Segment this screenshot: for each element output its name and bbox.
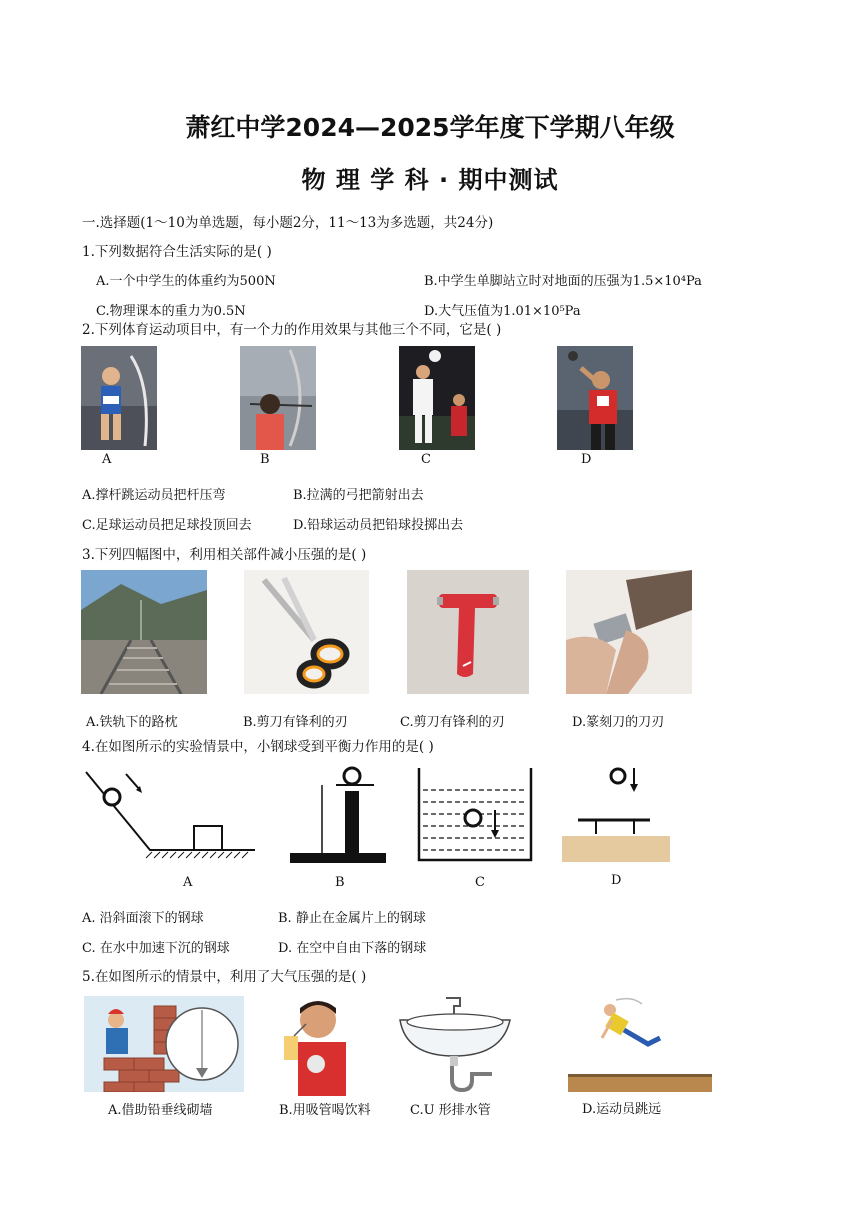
q5-caption-d: D.运动员跳远 bbox=[582, 1102, 662, 1117]
incline-ball-diagram bbox=[80, 768, 260, 864]
q3-caption-b: B.剪刀有锋利的刃 bbox=[243, 715, 348, 730]
long-jump-illustration bbox=[568, 994, 712, 1096]
q2-label-c: C bbox=[421, 452, 431, 467]
q1-option-c: C.物理课本的重力为0.5N bbox=[96, 304, 246, 319]
q2-option-b: B.拉满的弓把箭射出去 bbox=[293, 488, 424, 503]
railway-track-photo bbox=[81, 570, 207, 694]
q4-option-c: C. 在水中加速下沉的钢球 bbox=[82, 941, 230, 956]
q3-stem: 3.下列四幅图中，利用相关部件减小压强的是( ) bbox=[82, 547, 367, 563]
water-tank-ball-diagram bbox=[415, 766, 535, 864]
q3-caption-c: C.剪刀有锋利的刃 bbox=[400, 715, 505, 730]
q2-option-c: C.足球运动员把足球投顶回去 bbox=[82, 518, 252, 533]
u-shaped-drain-illustration bbox=[396, 994, 514, 1096]
scissors-photo bbox=[244, 570, 369, 694]
q1-stem: 1.下列数据符合生活实际的是( ) bbox=[82, 244, 272, 260]
q3-caption-a: A.铁轨下的路枕 bbox=[86, 715, 178, 730]
q3-caption-d: D.篆刻刀的刀刃 bbox=[572, 715, 665, 730]
q2-label-d: D bbox=[581, 452, 592, 467]
exam-title: 萧红中学2024—2025学年度下学期八年级 bbox=[185, 113, 675, 142]
q5-caption-b: B.用吸管喝饮料 bbox=[279, 1103, 371, 1118]
q2-stem: 2.下列体育运动项目中，有一个力的作用效果与其他三个不同，它是( ) bbox=[82, 322, 502, 338]
pole-vault-photo bbox=[81, 346, 157, 450]
free-fall-ball-diagram bbox=[562, 764, 674, 864]
carving-knife-photo bbox=[566, 570, 692, 694]
q1-option-b: B.中学生单脚站立时对地面的压强为1.5×10⁴Pa bbox=[424, 274, 702, 289]
q5-caption-a: A.借助铅垂线砌墙 bbox=[108, 1103, 213, 1118]
q4-option-b: B. 静止在金属片上的钢球 bbox=[278, 911, 426, 926]
archery-photo bbox=[240, 346, 316, 450]
q1-option-d: D.大气压值为1.01×10⁵Pa bbox=[424, 304, 581, 319]
plumb-line-wall-illustration bbox=[84, 996, 244, 1092]
safety-hammer-photo bbox=[407, 570, 529, 694]
q5-stem: 5.在如图所示的情景中，利用了大气压强的是( ) bbox=[82, 969, 367, 985]
q4-label-d: D bbox=[611, 873, 622, 888]
q2-option-a: A.撑杆跳运动员把杆压弯 bbox=[82, 488, 226, 503]
exam-subtitle: 物 理 学 科 · 期中测试 bbox=[301, 166, 559, 194]
soccer-header-photo bbox=[399, 346, 475, 450]
q4-option-d: D. 在空中自由下落的钢球 bbox=[278, 941, 427, 956]
q2-option-d: D.铅球运动员把铅球投掷出去 bbox=[293, 518, 464, 533]
q4-label-c: C bbox=[475, 875, 485, 890]
drinking-straw-illustration bbox=[276, 996, 356, 1096]
metal-plate-ball-diagram bbox=[288, 765, 388, 865]
section-heading: 一.选择题(1～10为单选题，每小题2分，11～13为多选题，共24分) bbox=[82, 215, 494, 231]
q2-label-a: A bbox=[102, 452, 112, 467]
q4-label-b: B bbox=[335, 875, 345, 890]
q4-stem: 4.在如图所示的实验情景中，小钢球受到平衡力作用的是( ) bbox=[82, 739, 434, 755]
q2-label-b: B bbox=[260, 452, 270, 467]
q4-label-a: A bbox=[183, 875, 193, 890]
q5-caption-c: C.U 形排水管 bbox=[410, 1103, 491, 1118]
q4-option-a: A. 沿斜面滚下的钢球 bbox=[82, 911, 204, 926]
q1-option-a: A.一个中学生的体重约为500N bbox=[96, 274, 276, 289]
shot-put-photo bbox=[557, 346, 633, 450]
